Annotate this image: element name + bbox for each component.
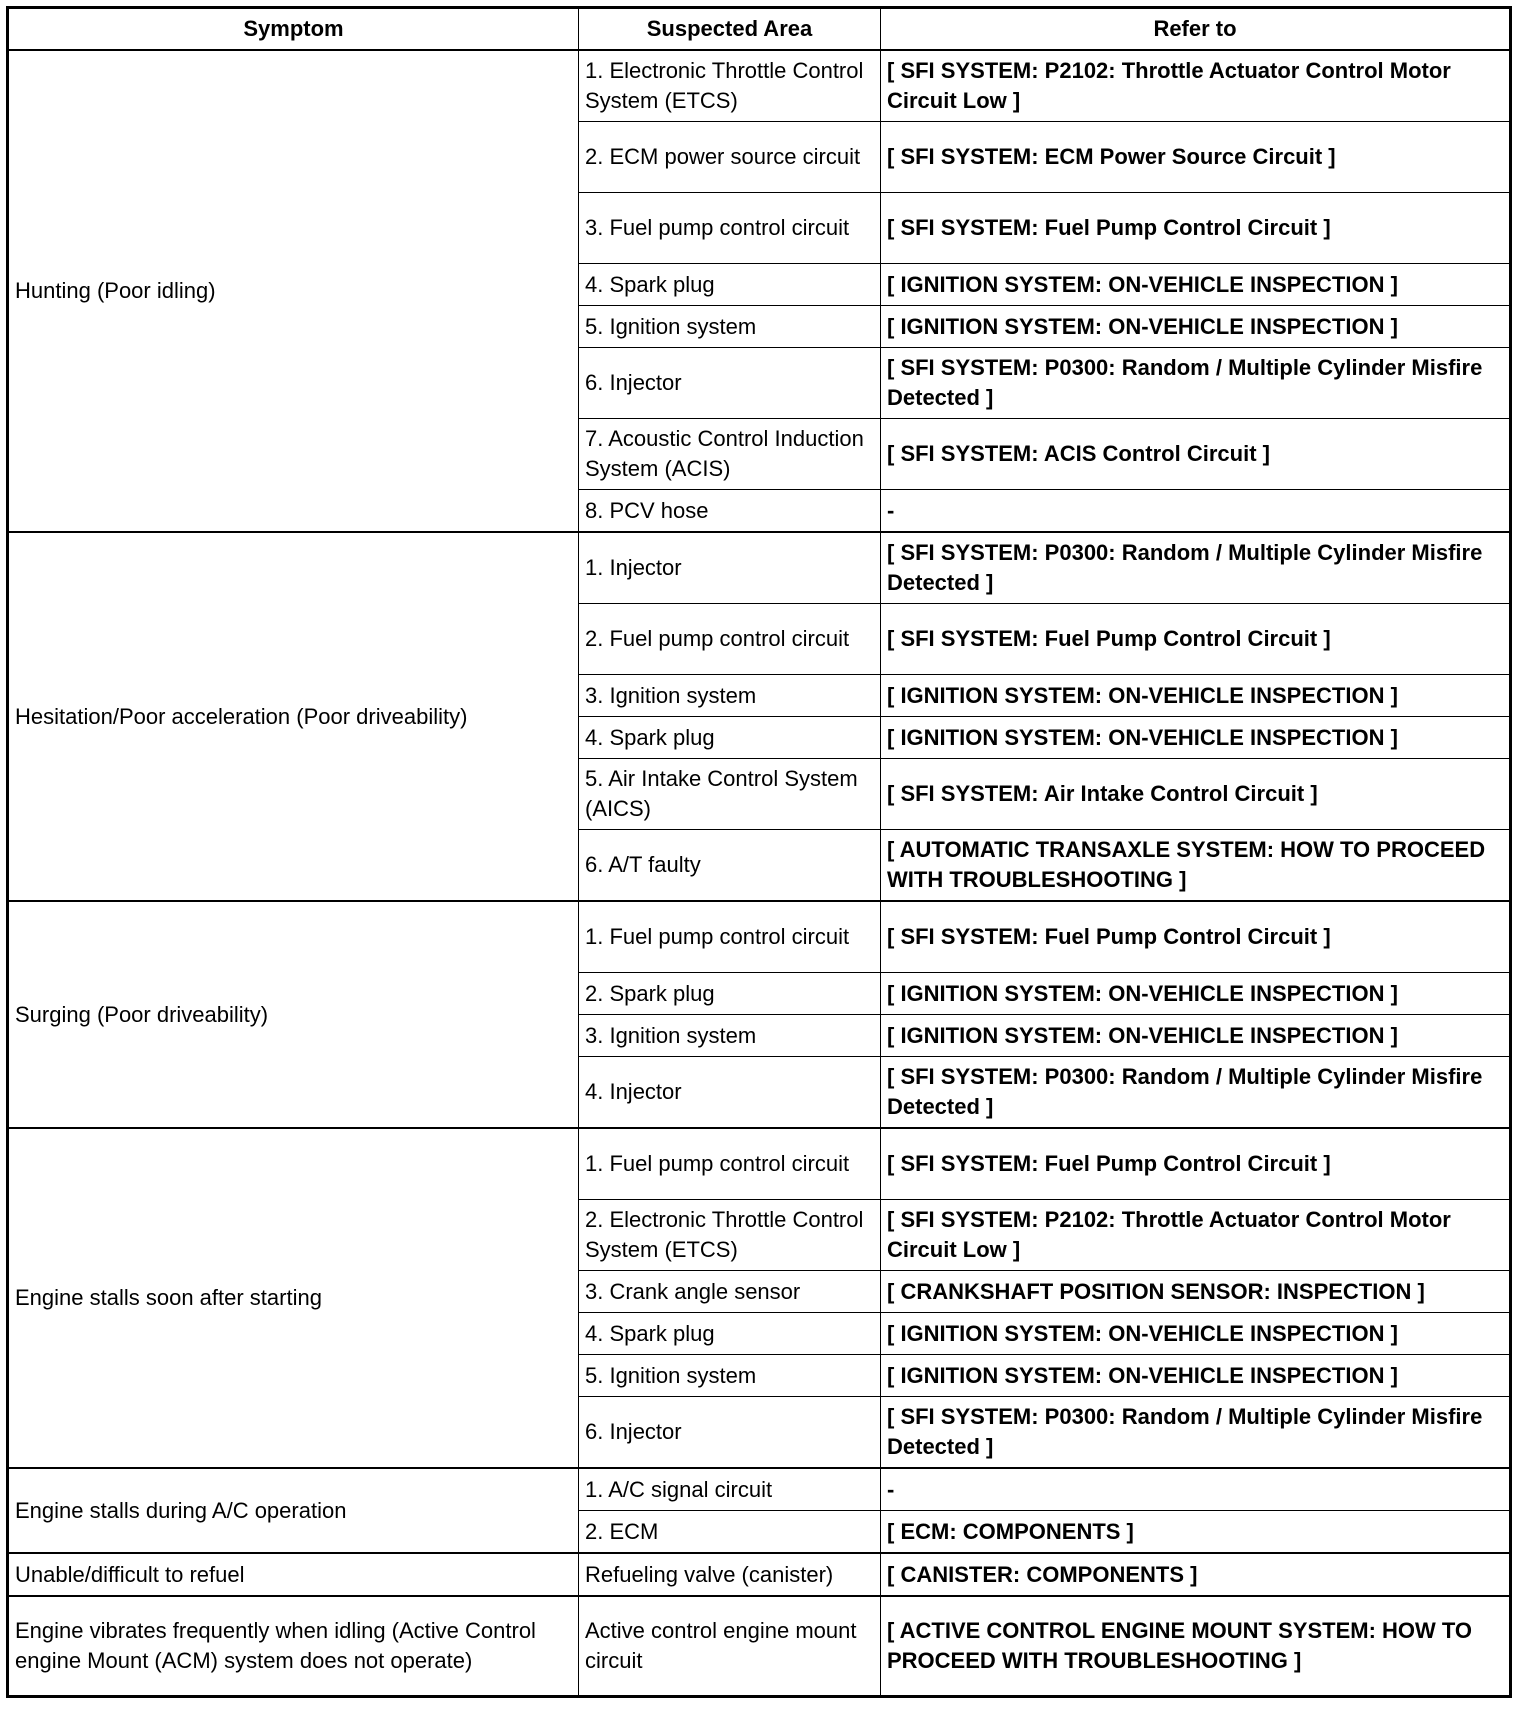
header-symptom: Symptom (8, 8, 579, 51)
refer-to-link[interactable]: [ IGNITION SYSTEM: ON-VEHICLE INSPECTION ] (881, 264, 1511, 306)
refer-to-link[interactable]: [ IGNITION SYSTEM: ON-VEHICLE INSPECTION ] (881, 1355, 1511, 1397)
refer-to-link[interactable]: [ CANISTER: COMPONENTS ] (881, 1553, 1511, 1596)
suspected-area-cell: 4. Injector (579, 1057, 881, 1129)
symptom-cell: Engine stalls during A/C operation (8, 1468, 579, 1553)
table-row (8, 901, 1511, 973)
refer-to-link[interactable]: [ ECM: COMPONENTS ] (881, 1511, 1511, 1554)
suspected-area-cell: 4. Spark plug (579, 1313, 881, 1355)
header-refer-to: Refer to (881, 8, 1511, 51)
refer-to-link[interactable]: [ SFI SYSTEM: Fuel Pump Control Circuit ] (881, 1128, 1511, 1200)
suspected-area-cell: 1. A/C signal circuit (579, 1468, 881, 1511)
suspected-area-cell: 1. Electronic Throttle Control System (ETCS) (579, 50, 881, 122)
refer-to-link: - (881, 1468, 1511, 1511)
suspected-area-cell: 5. Ignition system (579, 306, 881, 348)
suspected-area-cell: 3. Ignition system (579, 1015, 881, 1057)
suspected-area-cell: 7. Acoustic Control Induction System (ACIS) (579, 419, 881, 490)
refer-to-link[interactable]: [ SFI SYSTEM: Air Intake Control Circuit ] (881, 759, 1511, 830)
table-row (8, 50, 1511, 122)
refer-to-link[interactable]: [ SFI SYSTEM: P2102: Throttle Actuator Control Motor Circuit Low ] (881, 50, 1511, 122)
suspected-area-cell: Refueling valve (canister) (579, 1553, 881, 1596)
refer-to-link[interactable]: [ SFI SYSTEM: ACIS Control Circuit ] (881, 419, 1511, 490)
table-row (8, 532, 1511, 604)
refer-to-link[interactable]: [ SFI SYSTEM: Fuel Pump Control Circuit ] (881, 604, 1511, 675)
table-row (8, 1553, 1511, 1596)
refer-to-link: - (881, 490, 1511, 533)
symptom-cell: Hunting (Poor idling) (8, 50, 579, 532)
suspected-area-cell: 6. Injector (579, 1397, 881, 1469)
suspected-area-cell: 3. Crank angle sensor (579, 1271, 881, 1313)
refer-to-link[interactable]: [ SFI SYSTEM: P0300: Random / Multiple Cylinder Misfire Detected ] (881, 1397, 1511, 1469)
table-row (8, 1128, 1511, 1200)
refer-to-link[interactable]: [ SFI SYSTEM: P0300: Random / Multiple Cylinder Misfire Detected ] (881, 532, 1511, 604)
table-row (8, 1468, 1511, 1511)
troubleshooting-table (6, 6, 1512, 1698)
suspected-area-cell: 2. Fuel pump control circuit (579, 604, 881, 675)
suspected-area-cell: 4. Spark plug (579, 264, 881, 306)
suspected-area-cell: 3. Fuel pump control circuit (579, 193, 881, 264)
refer-to-link[interactable]: [ CRANKSHAFT POSITION SENSOR: INSPECTION ] (881, 1271, 1511, 1313)
refer-to-link[interactable]: [ SFI SYSTEM: ECM Power Source Circuit ] (881, 122, 1511, 193)
refer-to-link[interactable]: [ SFI SYSTEM: Fuel Pump Control Circuit ] (881, 193, 1511, 264)
symptom-cell: Unable/difficult to refuel (8, 1553, 579, 1596)
refer-to-link[interactable]: [ IGNITION SYSTEM: ON-VEHICLE INSPECTION ] (881, 1015, 1511, 1057)
suspected-area-cell: 5. Air Intake Control System (AICS) (579, 759, 881, 830)
suspected-area-cell: 3. Ignition system (579, 675, 881, 717)
symptom-cell: Engine vibrates frequently when idling (Active Control engine Mount (ACM) system does not operate) (8, 1596, 579, 1697)
suspected-area-cell: 2. Spark plug (579, 973, 881, 1015)
suspected-area-cell: 6. Injector (579, 348, 881, 419)
symptom-cell: Engine stalls soon after starting (8, 1128, 579, 1468)
refer-to-link[interactable]: [ AUTOMATIC TRANSAXLE SYSTEM: HOW TO PROCEED WITH TROUBLESHOOTING ] (881, 830, 1511, 902)
suspected-area-cell: 4. Spark plug (579, 717, 881, 759)
refer-to-link[interactable]: [ SFI SYSTEM: Fuel Pump Control Circuit ] (881, 901, 1511, 973)
table-body (8, 50, 1511, 1697)
suspected-area-cell: Active control engine mount circuit (579, 1596, 881, 1697)
suspected-area-cell: 8. PCV hose (579, 490, 881, 533)
suspected-area-cell: 1. Fuel pump control circuit (579, 1128, 881, 1200)
symptom-cell: Surging (Poor driveability) (8, 901, 579, 1128)
refer-to-link[interactable]: [ IGNITION SYSTEM: ON-VEHICLE INSPECTION ] (881, 717, 1511, 759)
refer-to-link[interactable]: [ SFI SYSTEM: P0300: Random / Multiple Cylinder Misfire Detected ] (881, 1057, 1511, 1129)
suspected-area-cell: 2. ECM power source circuit (579, 122, 881, 193)
header-suspected-area: Suspected Area (579, 8, 881, 51)
refer-to-link[interactable]: [ IGNITION SYSTEM: ON-VEHICLE INSPECTION ] (881, 306, 1511, 348)
suspected-area-cell: 5. Ignition system (579, 1355, 881, 1397)
refer-to-link[interactable]: [ ACTIVE CONTROL ENGINE MOUNT SYSTEM: HOW TO PROCEED WITH TROUBLESHOOTING ] (881, 1596, 1511, 1697)
suspected-area-cell: 2. Electronic Throttle Control System (ETCS) (579, 1200, 881, 1271)
suspected-area-cell: 1. Injector (579, 532, 881, 604)
refer-to-link[interactable]: [ SFI SYSTEM: P0300: Random / Multiple Cylinder Misfire Detected ] (881, 348, 1511, 419)
header-row (8, 8, 1511, 51)
refer-to-link[interactable]: [ SFI SYSTEM: P2102: Throttle Actuator Control Motor Circuit Low ] (881, 1200, 1511, 1271)
refer-to-link[interactable]: [ IGNITION SYSTEM: ON-VEHICLE INSPECTION ] (881, 1313, 1511, 1355)
suspected-area-cell: 2. ECM (579, 1511, 881, 1554)
refer-to-link[interactable]: [ IGNITION SYSTEM: ON-VEHICLE INSPECTION ] (881, 973, 1511, 1015)
suspected-area-cell: 1. Fuel pump control circuit (579, 901, 881, 973)
suspected-area-cell: 6. A/T faulty (579, 830, 881, 902)
symptom-cell: Hesitation/Poor acceleration (Poor driveability) (8, 532, 579, 901)
table-row (8, 1596, 1511, 1697)
refer-to-link[interactable]: [ IGNITION SYSTEM: ON-VEHICLE INSPECTION ] (881, 675, 1511, 717)
